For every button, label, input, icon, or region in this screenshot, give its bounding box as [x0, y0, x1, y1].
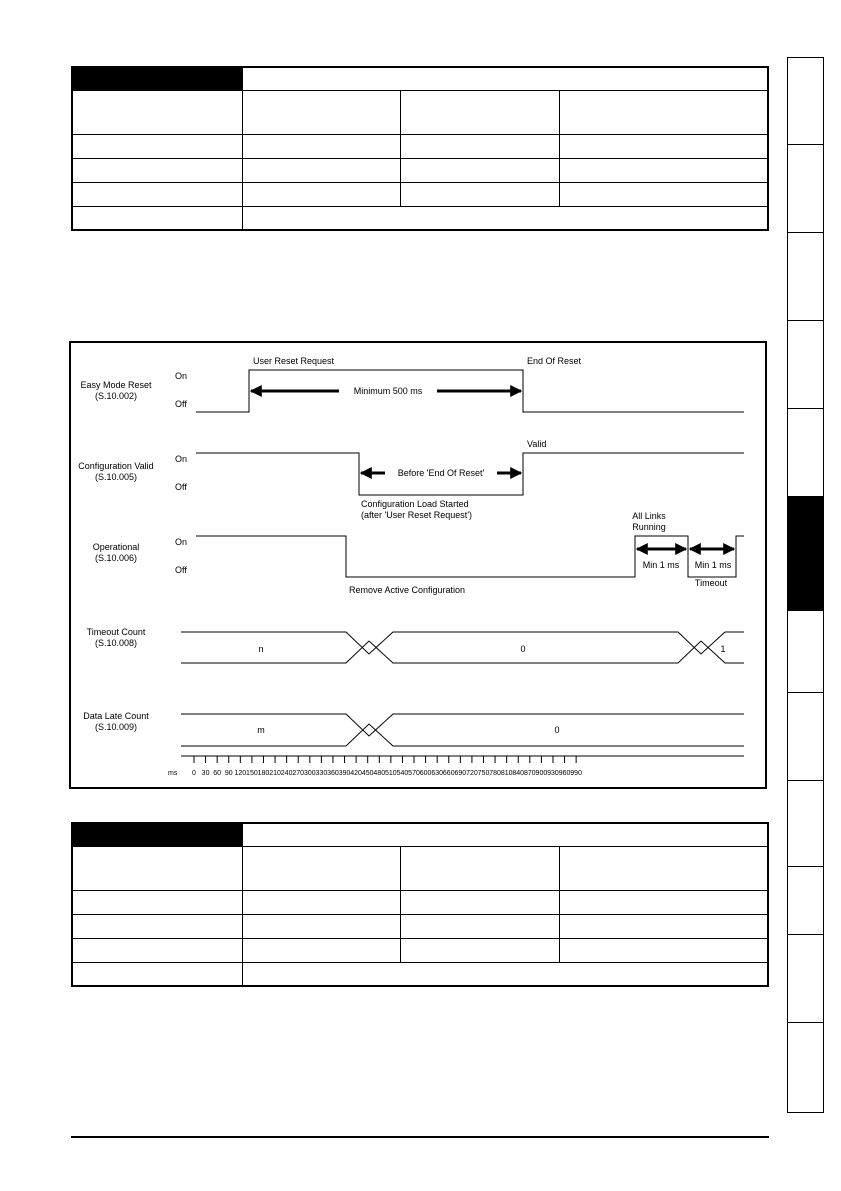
table-cell: [72, 206, 242, 230]
signal-param: (S.10.006): [94, 553, 138, 563]
axis-ticks: [192, 756, 582, 777]
axis-tick-label: 720: [466, 770, 478, 777]
table-row: [72, 938, 768, 962]
data-late-count-bus: [181, 714, 744, 736]
axis-tick-label: 780: [489, 770, 501, 777]
annotation: All Links: [632, 511, 666, 521]
signal-name: Operational: [92, 542, 140, 552]
table-col-head: [400, 90, 559, 134]
footer-rule: [71, 1136, 769, 1138]
axis-tick-label: 540: [396, 770, 409, 777]
table-footer-cell: [242, 962, 768, 986]
axis-tick-label: 270: [292, 770, 305, 777]
table-row: [72, 134, 768, 158]
table-cell: [242, 158, 400, 182]
on-label: On: [175, 371, 188, 381]
chapter-tab[interactable]: [787, 57, 824, 145]
table-cell: [242, 134, 400, 158]
table-cell: [242, 890, 400, 914]
annotation: Timeout: [694, 578, 728, 588]
table-cell: [242, 914, 400, 938]
axis-tick-label: 990: [570, 770, 582, 777]
axis-tick-label: 750: [477, 770, 490, 777]
axis-tick-label: 210: [269, 770, 281, 777]
signal-param: (S.10.002): [94, 391, 138, 401]
chapter-tab[interactable]: [787, 611, 824, 693]
chapter-tab[interactable]: [787, 321, 824, 409]
axis-tick-label: 930: [547, 770, 559, 777]
on-label: On: [175, 454, 188, 464]
table-cell: [400, 182, 559, 206]
signal-name: Easy Mode Reset: [80, 380, 152, 390]
table-col-head: [559, 846, 768, 890]
signal-name: Configuration Valid: [78, 461, 154, 471]
annotation: Running: [632, 522, 666, 532]
table-cell: [242, 938, 400, 962]
annotation: Min 1 ms: [642, 560, 680, 570]
bus-value: 1: [720, 644, 726, 654]
table-cell: [559, 890, 768, 914]
bus-value: n: [258, 644, 264, 654]
table-row: [72, 962, 768, 986]
off-label: Off: [175, 482, 187, 492]
signal-name: Data Late Count: [83, 711, 149, 721]
axis-tick-label: 840: [512, 770, 525, 777]
axis-tick-label: 0: [192, 770, 196, 777]
axis-tick-label: 960: [558, 770, 571, 777]
table-header-cell: [72, 67, 242, 90]
table-col-head: [242, 846, 400, 890]
table-cell: [559, 182, 768, 206]
bus-value: 0: [554, 725, 560, 735]
table-label: [72, 90, 242, 134]
table-footer-cell: [242, 206, 768, 230]
operational-trace: [196, 536, 744, 577]
table-cell: [400, 890, 559, 914]
annotation: Before 'End Of Reset': [397, 468, 485, 478]
table-col-head: [242, 90, 400, 134]
axis-tick-label: 30: [201, 770, 210, 777]
on-label: On: [175, 537, 188, 547]
table-cell: [400, 938, 559, 962]
axis-tick-label: 810: [500, 770, 513, 777]
off-label: Off: [175, 399, 187, 409]
axis-tick-label: 570: [408, 770, 420, 777]
table-col-head: [400, 846, 559, 890]
axis-tick-label: 150: [246, 770, 258, 777]
table-row: [72, 206, 768, 230]
table-cell: [72, 938, 242, 962]
axis-tick-label: 420: [350, 770, 362, 777]
axis-tick-label: 450: [361, 770, 374, 777]
off-label: Off: [175, 565, 187, 575]
chapter-tab[interactable]: [787, 781, 824, 867]
chapter-tab[interactable]: [787, 233, 824, 321]
signal-name: Timeout Count: [86, 627, 146, 637]
axis-tick-label: 870: [523, 770, 536, 777]
axis-tick-label: 300: [303, 770, 316, 777]
table-title: [242, 823, 768, 846]
axis-tick-label: 900: [535, 770, 548, 777]
axis-tick-label: 480: [373, 770, 386, 777]
bus-value: m: [257, 725, 265, 735]
annotation: Remove Active Configuration: [349, 585, 466, 595]
table-cell: [72, 134, 242, 158]
table-cell: [559, 938, 768, 962]
chapter-tab[interactable]: [787, 935, 824, 1023]
chapter-tab[interactable]: [787, 693, 824, 781]
table-row: [72, 182, 768, 206]
axis-tick-label: 660: [442, 770, 455, 777]
signal-param: (S.10.008): [94, 638, 138, 648]
table-cell: [72, 182, 242, 206]
table-cell: [400, 914, 559, 938]
chapter-tab[interactable]: [787, 145, 824, 233]
axis-tick-label: 690: [454, 770, 467, 777]
annotation: Minimum 500 ms: [353, 386, 423, 396]
table-row: [72, 890, 768, 914]
table-cell: [400, 158, 559, 182]
parameter-table-top: [71, 66, 769, 231]
table-cell: [242, 182, 400, 206]
annotation: Configuration Load Started: [361, 499, 469, 509]
axis-tick-label: 630: [431, 770, 444, 777]
chapter-tabs: [787, 57, 824, 1113]
table-col-head: [559, 90, 768, 134]
bus-value: 0: [520, 644, 526, 654]
axis-tick-label: 120: [234, 770, 247, 777]
annotation: User Reset Request: [253, 356, 335, 366]
timeout-count-bus: [181, 632, 744, 654]
chapter-tab[interactable]: [787, 409, 824, 497]
table-cell: [72, 914, 242, 938]
annotation: End Of Reset: [527, 356, 582, 366]
annotation: Valid: [527, 439, 547, 449]
table-header-cell: [72, 823, 242, 846]
annotation: Min 1 ms: [694, 560, 732, 570]
table-cell: [559, 134, 768, 158]
annotation: (after 'User Reset Request'): [361, 510, 472, 520]
parameter-table-bottom: [71, 822, 769, 987]
table-title: [242, 67, 768, 90]
table-row: [72, 158, 768, 182]
axis-tick-label: 180: [257, 770, 270, 777]
axis-tick-label: 390: [338, 770, 351, 777]
table-cell: [72, 158, 242, 182]
table-cell: [72, 890, 242, 914]
axis-tick-label: 600: [419, 770, 432, 777]
axis-tick-label: 330: [315, 770, 328, 777]
axis-tick-label: 510: [385, 770, 397, 777]
timing-diagram: [69, 341, 767, 789]
axis-unit: ms: [168, 770, 178, 777]
chapter-tab[interactable]: [787, 867, 824, 935]
chapter-tab[interactable]: [787, 1023, 824, 1113]
signal-param: (S.10.009): [94, 722, 138, 732]
table-cell: [400, 134, 559, 158]
axis-tick-label: 60: [213, 770, 222, 777]
axis-tick-label: 360: [327, 770, 339, 777]
table-row: [72, 914, 768, 938]
table-label: [72, 846, 242, 890]
signal-param: (S.10.005): [94, 472, 138, 482]
axis-tick-label: 240: [280, 770, 293, 777]
table-cell: [559, 158, 768, 182]
table-cell: [559, 914, 768, 938]
chapter-tab-active[interactable]: [787, 497, 824, 611]
table-cell: [72, 962, 242, 986]
axis-tick-label: 90: [224, 770, 233, 777]
